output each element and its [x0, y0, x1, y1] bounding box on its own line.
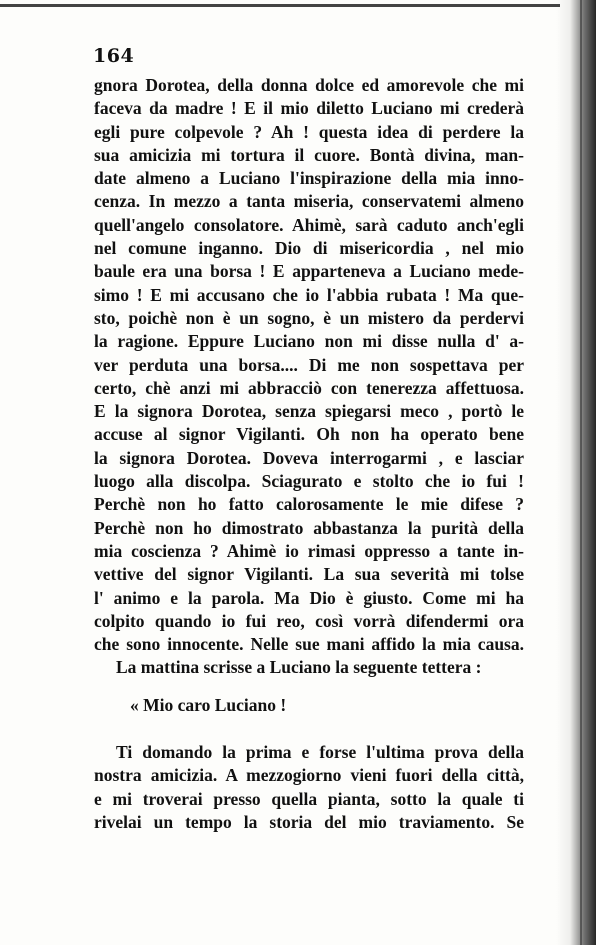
- spine-shadow: [556, 0, 596, 945]
- text-line: la ragione. Eppure Luciano non mi disse nulla d' a-: [94, 331, 524, 352]
- text-line: egli pure colpevole ? Ah ! questa idea di perdere la: [94, 121, 524, 142]
- text-line: simo ! E mi accusano che io l'abbia rubata ! Ma que-: [94, 284, 524, 305]
- text-line: ver perduta una borsa.... Di me non sospettava per: [94, 354, 524, 375]
- top-edge-rule: [0, 4, 560, 7]
- paragraph-3: [94, 741, 524, 834]
- text-line: E la signora Dorotea, senza spiegarsi meco , portò le: [94, 401, 524, 422]
- text-line: colpito quando io fui reo, così vorrà difendermi ora: [94, 610, 524, 631]
- spacer: [94, 717, 524, 741]
- text-line: la signora Dorotea. Doveva interrogarmi , e lasciar: [94, 447, 524, 468]
- paragraph-2: [94, 656, 524, 679]
- text-line: sto, poichè non è un sogno, è un mistero da perdervi: [94, 307, 524, 328]
- text-line: sua amicizia mi tortura il cuore. Bontà divina, man-: [94, 144, 524, 165]
- text-line: date almeno a Luciano l'inspirazione della mia inno-: [94, 168, 524, 189]
- text-line: La mattina scrisse a Luciano la seguente tettera :: [116, 657, 482, 678]
- text-line: che sono innocente. Nelle sue mani affido la mia causa.: [94, 634, 524, 655]
- text-line: luogo alla discolpa. Sciagurato e stolto che io fui !: [94, 471, 524, 492]
- text-line: gnora Dorotea, della donna dolce ed amorevole che mi: [94, 75, 524, 95]
- text-line: accuse al signor Vigilanti. Oh non ha operato bene: [94, 424, 524, 445]
- page-number: 164: [93, 45, 135, 67]
- text-line: l' animo e la parola. Ma Dio è giusto. Come mi ha: [94, 587, 524, 608]
- text-line: Ti domando la prima e forse l'ultima prova della: [116, 742, 524, 763]
- text-line: nostra amicizia. A mezzogiorno vieni fuori della città,: [94, 765, 524, 786]
- page-text: [94, 74, 524, 834]
- text-line: faceva da madre ! E il mio diletto Luciano mi crederà: [94, 98, 524, 119]
- text-line: baule era una borsa ! E apparteneva a Luciano mede-: [94, 261, 524, 282]
- text-line: nel comune inganno. Dio di misericordia , nel mio: [94, 238, 524, 259]
- paragraph-1: [94, 74, 524, 656]
- text-line: mia coscienza ? Ahimè io rimasi oppresso a tante in-: [94, 540, 524, 561]
- text-line: rivelai un tempo la storia del mio traviamento. Se: [94, 811, 524, 832]
- text-line: Perchè non ho fatto calorosamente le mie difese ?: [94, 494, 524, 515]
- spacer: [94, 680, 524, 694]
- text-line: certo, chè anzi mi abbracciò con tenerezza affettuosa.: [94, 377, 524, 398]
- text-line: cenza. In mezzo a tanta miseria, conservatemi almeno: [94, 191, 524, 212]
- text-line: e mi troverai presso quella pianta, sotto la quale ti: [94, 788, 524, 809]
- spine-line: [580, 0, 582, 945]
- letter-salutation: [94, 694, 524, 717]
- text-line: vettive del signor Vigilanti. La sua severità mi tolse: [94, 564, 524, 585]
- salutation-line: « Mio caro Luciano !: [130, 694, 287, 715]
- text-line: quell'angelo consolatore. Ahimè, sarà caduto anch'egli: [94, 214, 524, 235]
- text-line: Perchè non ho dimostrato abbastanza la purità della: [94, 517, 524, 538]
